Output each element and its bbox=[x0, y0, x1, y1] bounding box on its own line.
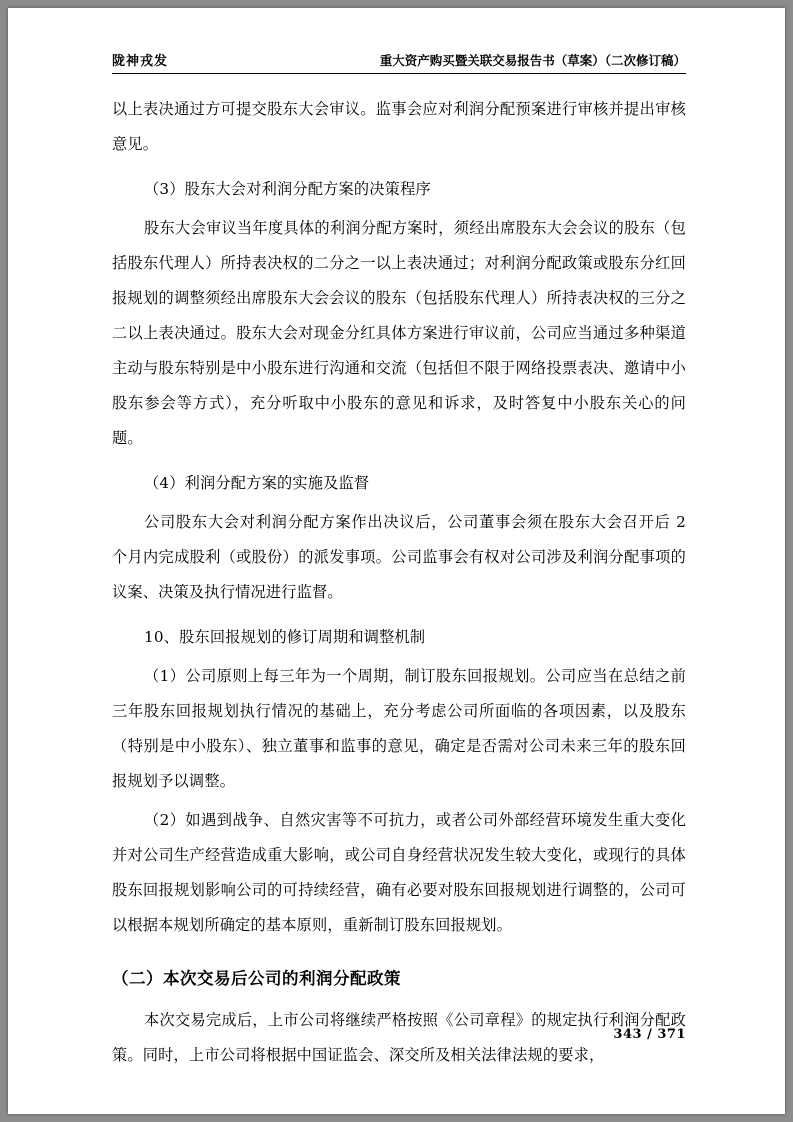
page-content bbox=[112, 50, 686, 1077]
page-number: 343 / 371 bbox=[613, 1027, 686, 1042]
subsection-heading-3: （3）股东大会对利润分配方案的决策程序 bbox=[144, 180, 431, 198]
paragraph-implementation-supervision: 公司股东大会对利润分配方案作出决议后，公司董事会须在股东大会召开后 2 个月内完成股利（或股份）的派发事项。公司监事会有权对公司涉及利润分配事项的议案、决策及执行情况进行监督。 bbox=[112, 513, 686, 601]
header-document-title: 重大资产购买暨关联交易报告书（草案）（二次修订稿） bbox=[379, 53, 686, 68]
paragraph-continued: 以上表决通过方可提交股东大会审议。监事会应对利润分配预案进行审核并提出审核意见。 bbox=[112, 100, 686, 153]
paragraph-revision-cycle: （1）公司原则上每三年为一个周期，制订股东回报规划。公司应当在总结之前三年股东回报规划执行情况的基础上，充分考虑公司所面临的各项因素，以及股东（特别是中小股东）、独立董事和监事的意见，确定是否需对公司未来三年的股东回报规划予以调整。 bbox=[112, 667, 686, 790]
section-heading-profit-distribution-policy: （二）本次交易后公司的利润分配政策 bbox=[112, 969, 401, 988]
paragraph-force-majeure-adjustment: （2）如遇到战争、自然灾害等不可抗力，或者公司外部经营环境发生重大变化并对公司生产经营造成重大影响，或公司自身经营状况发生较大变化，或现行的具体股东回报规划影响公司的可持续经营，确有必要对股东回报规划进行调整的，公司可以根据本规划所确定的基本原则，重新制订股东回报规划。 bbox=[112, 811, 686, 934]
header-divider bbox=[112, 73, 686, 74]
subsection-heading-4: （4）利润分配方案的实施及监督 bbox=[144, 474, 370, 492]
paragraph-shareholder-meeting-procedure: 股东大会审议当年度具体的利润分配方案时，须经出席股东大会会议的股东（包括股东代理人）所持表决权的二分之一以上表决通过；对利润分配政策或股东分红回报规划的调整须经出席股东大会会议的股东（包括股东代理人）所持表决权的三分之二以上表决通过。股东大会对现金分红具体方案进行审议前，公司应当通过多种渠道主动与股东特别是中小股东进行沟通和交流（包括但不限于网络投票表决、邀请中小股东参会等方式），充分听取中小股东的意见和诉求，及时答复中小股东关心的问题。 bbox=[112, 219, 686, 447]
subsection-heading-10: 10、股东回报规划的修订周期和调整机制 bbox=[144, 628, 426, 646]
page-header bbox=[112, 50, 686, 73]
document-page bbox=[8, 8, 785, 1114]
paragraph-post-transaction-policy: 本次交易完成后，上市公司将继续严格按照《公司章程》的规定执行利润分配政策。同时，上市公司将根据中国证监会、深交所及相关法律法规的要求， bbox=[112, 1011, 686, 1064]
header-company-name: 陇神戎发 bbox=[112, 54, 169, 69]
